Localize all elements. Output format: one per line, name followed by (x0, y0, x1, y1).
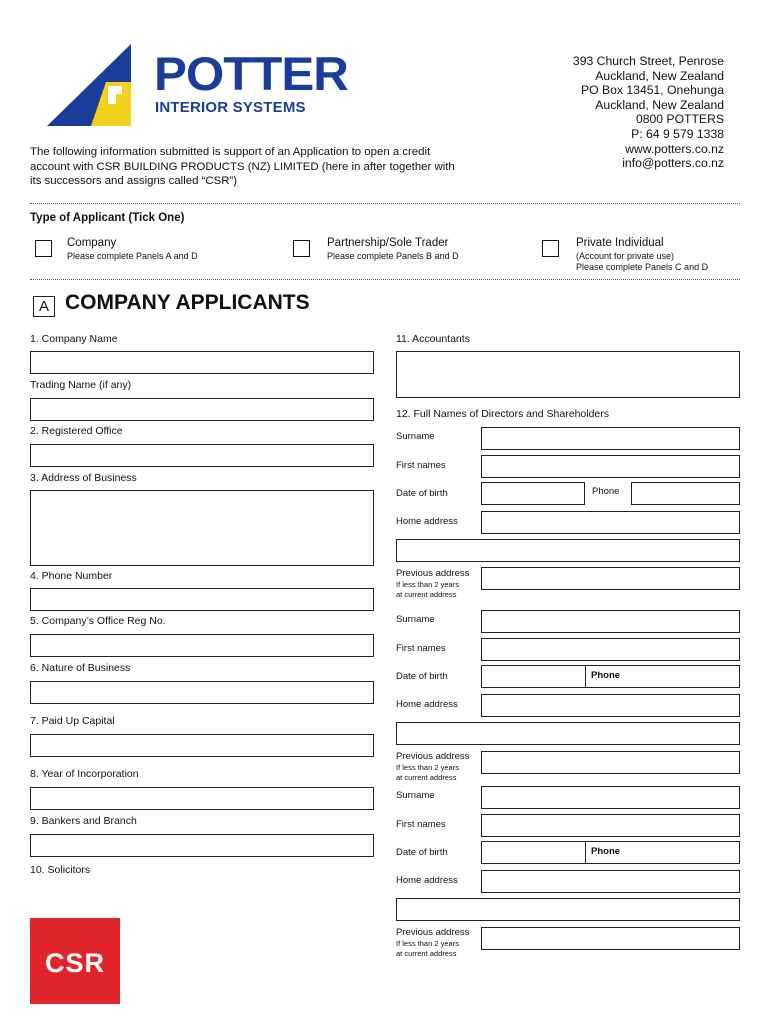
brand-name: POTTER (154, 47, 348, 100)
contact-line: 393 Church Street, Penrose (572, 54, 724, 68)
director3-first-names-field[interactable] (481, 814, 740, 837)
home-address-label: Home address (396, 875, 458, 886)
director2-first-names-field[interactable] (481, 638, 740, 661)
home-address-label: Home address (396, 699, 458, 710)
option-private-note: (Account for private use) (576, 251, 675, 261)
applicant-type-heading: Type of Applicant (Tick One) (30, 212, 185, 224)
section-letter: A (33, 296, 55, 317)
bankers-label: 9. Bankers and Branch (30, 815, 137, 827)
previous-address-note: If less than 2 years (396, 763, 459, 772)
divider (30, 279, 740, 280)
director2-home-address-field[interactable] (481, 694, 740, 717)
director1-home-address-line2[interactable] (396, 539, 740, 562)
option-partnership-note: Please complete Panels B and D (327, 251, 459, 261)
dob-label: Date of birth (396, 488, 448, 499)
director1-previous-address-field[interactable] (481, 567, 740, 590)
director1-home-address-field[interactable] (481, 511, 740, 534)
potter-logo (44, 42, 364, 128)
phone-number-label: 4. Phone Number (30, 570, 113, 582)
bankers-field[interactable] (30, 834, 374, 857)
phone-divider (585, 841, 586, 864)
csr-logo (30, 918, 120, 1004)
previous-address-note: at current address (396, 949, 457, 958)
previous-address-note: at current address (396, 773, 457, 782)
office-reg-label: 5. Company’s Office Reg No. (30, 615, 166, 627)
contact-line: Auckland, New Zealand (595, 68, 724, 83)
director1-surname-field[interactable] (481, 427, 740, 450)
registered-office-field[interactable] (30, 444, 374, 467)
company-checkbox[interactable] (35, 240, 52, 257)
surname-label: Surname (396, 790, 435, 801)
home-address-label: Home address (396, 516, 458, 527)
directors-heading: 12. Full Names of Directors and Shareholders (396, 408, 610, 420)
intro-line: its successors and assigns called “CSR”) (30, 175, 238, 188)
potter-logo-mark-icon (44, 42, 136, 128)
contact-email[interactable]: info@potters.co.nz (622, 156, 724, 171)
director3-surname-field[interactable] (481, 786, 740, 809)
trading-name-label: Trading Name (if any) (30, 379, 132, 391)
intro-line: The following information submitted is support of an Application to open a credit (30, 146, 431, 158)
paid-up-capital-field[interactable] (30, 734, 374, 757)
solicitors-label: 10. Solicitors (30, 864, 91, 876)
phone-label: Phone (591, 846, 621, 857)
intro-line: account with CSR BUILDING PRODUCTS (NZ) LIMITED (here in after together with (30, 160, 455, 173)
option-partnership-label: Partnership/Sole Trader (327, 237, 449, 249)
contact-line: Auckland, New Zealand (595, 97, 724, 112)
director3-home-address-line2[interactable] (396, 898, 740, 921)
previous-address-label: Previous address (396, 927, 470, 938)
registered-office-label: 2. Registered Office (30, 425, 123, 437)
director1-dob-field[interactable] (481, 482, 585, 505)
private-checkbox[interactable] (542, 240, 559, 257)
company-name-label: 1. Company Name (30, 333, 118, 345)
surname-label: Surname (396, 614, 435, 625)
director1-phone-field[interactable] (631, 482, 740, 505)
year-incorporation-field[interactable] (30, 787, 374, 810)
phone-number-field[interactable] (30, 588, 374, 611)
director3-previous-address-field[interactable] (481, 927, 740, 950)
option-company-note: Please complete Panels A and D (67, 251, 198, 261)
contact-block (573, 54, 724, 171)
previous-address-label: Previous address (396, 568, 470, 579)
trading-name-field[interactable] (30, 398, 374, 421)
office-reg-field[interactable] (30, 634, 374, 657)
brand-subtitle: INTERIOR SYSTEMS (155, 99, 306, 116)
contact-line: P: 64 9 579 1338 (631, 126, 724, 141)
divider (30, 203, 740, 204)
accountants-field[interactable] (396, 351, 740, 398)
first-names-label: First names (396, 819, 446, 830)
option-private-label: Private Individual (576, 237, 664, 249)
address-business-label: 3. Address of Business (30, 472, 137, 484)
previous-address-label: Previous address (396, 751, 470, 762)
nature-business-label: 6. Nature of Business (30, 662, 131, 674)
paid-up-capital-label: 7. Paid Up Capital (30, 715, 115, 727)
intro-text (30, 145, 455, 189)
director2-surname-field[interactable] (481, 610, 740, 633)
dob-label: Date of birth (396, 671, 448, 682)
phone-label: Phone (591, 670, 621, 681)
accountants-label: 11. Accountants (396, 333, 470, 345)
option-private-note2: Please complete Panels C and D (576, 262, 709, 272)
director2-home-address-line2[interactable] (396, 722, 740, 745)
option-company-label: Company (67, 237, 117, 249)
company-name-field[interactable] (30, 351, 374, 374)
previous-address-note: If less than 2 years (396, 580, 459, 589)
first-names-label: First names (396, 643, 446, 654)
section-title: COMPANY APPLICANTS (65, 291, 310, 314)
director1-first-names-field[interactable] (481, 455, 740, 478)
year-incorporation-label: 8. Year of Incorporation (30, 768, 139, 780)
dob-label: Date of birth (396, 847, 448, 858)
previous-address-note: at current address (396, 590, 457, 599)
phone-label: Phone (592, 486, 620, 497)
previous-address-note: If less than 2 years (396, 939, 459, 948)
nature-business-field[interactable] (30, 681, 374, 704)
surname-label: Surname (396, 431, 435, 442)
phone-divider (585, 665, 586, 688)
partnership-checkbox[interactable] (293, 240, 310, 257)
director3-home-address-field[interactable] (481, 870, 740, 893)
contact-website[interactable]: www.potters.co.nz (625, 141, 724, 156)
address-business-field[interactable] (30, 490, 374, 566)
first-names-label: First names (396, 460, 446, 471)
csr-logo-text: CSR (44, 948, 105, 978)
director2-previous-address-field[interactable] (481, 751, 740, 774)
contact-line: PO Box 13451, Onehunga (581, 83, 724, 98)
contact-line: 0800 POTTERS (635, 112, 724, 127)
